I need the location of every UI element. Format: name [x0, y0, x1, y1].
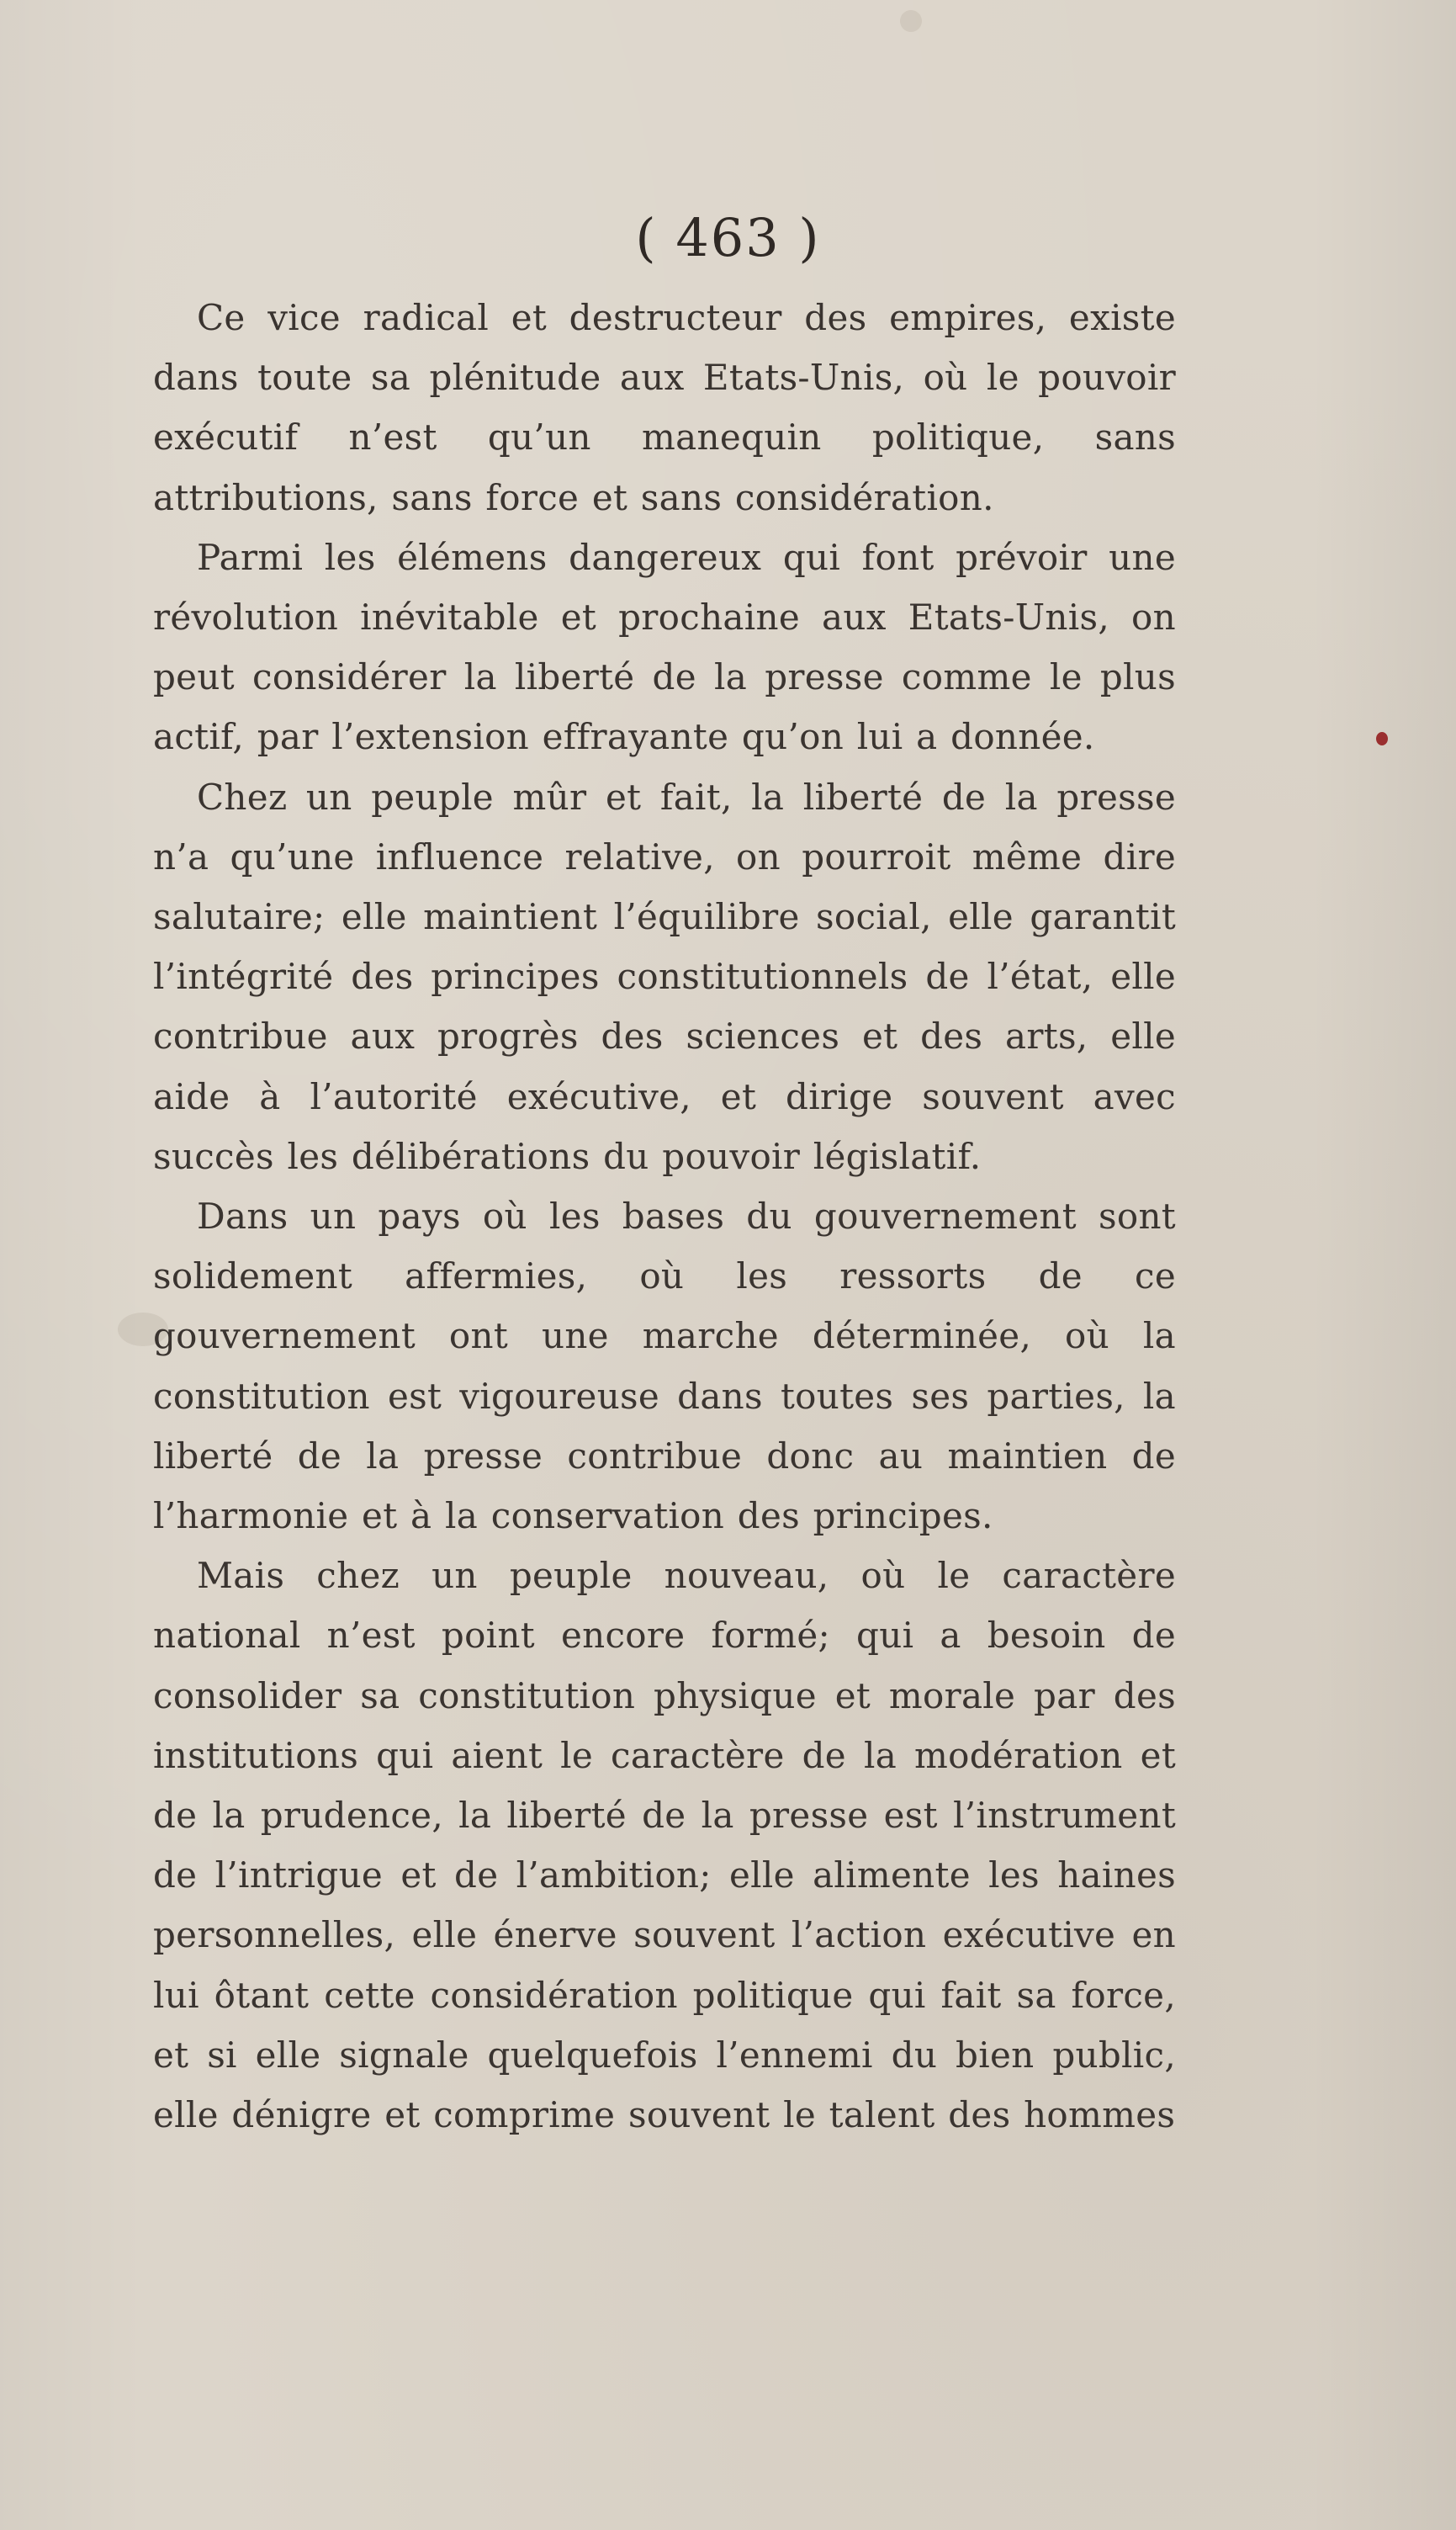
paper-stain: [900, 10, 922, 32]
paragraph-3: Chez un peuple mûr et fait, la liberté de la presse n’a qu’une influence relative, on pourroit même dire salutaire; elle maintient l’équilibre social, elle garantit l’intégrité des principes constitutionnels de l’état, elle contribue aux progrès des sciences et des arts, elle aide à l’autorité exécutive, et dirige souvent avec succès les délibérations du pouvoir législatif.: [153, 776, 1176, 1177]
paragraph-5: Mais chez un peuple nouveau, où le caractère national n’est point encore formé; qui a besoin de consolider sa constitution physique et morale par des institutions qui aient le caractère de la modération et de la prudence, la liberté de la presse est l’instrument de l’intrigue et de l’ambition; elle alimente les haines personnelles, elle énerve souvent l’action exécutive en lui ôtant cette considération politique qui fait sa force, et si elle signale quelquefois l’ennemi du bien public, elle dénigre et comprime souvent le talent des hommes: [153, 1555, 1176, 2136]
page-number: ( 463 ): [635, 207, 821, 268]
paragraph-2: Parmi les élémens dangereux qui font prévoir une révolution inévitable et prochaine aux Etats-Unis, on peut considérer la liberté de la presse comme le plus actif, par l’extension effrayante qu’on lui a donnée.: [153, 536, 1176, 758]
ink-speck: [1376, 732, 1388, 745]
paragraph-4: Dans un pays où les bases du gouvernement sont solidement affermies, où les ressorts de ce gouvernement ont une marche déterminée, où la constitution est vigoureuse dans toutes ses parties, la liberté de la presse contribue donc au maintien de l’harmonie et à la conservation des principes.: [153, 1196, 1176, 1537]
body-text: [153, 288, 1176, 2145]
paragraph-1: Ce vice radical et destructeur des empires, existe dans toute sa plénitude aux Etats-Unis, où le pouvoir exécutif n’est qu’un manequin politique, sans attributions, sans force et sans considération.: [153, 297, 1176, 518]
